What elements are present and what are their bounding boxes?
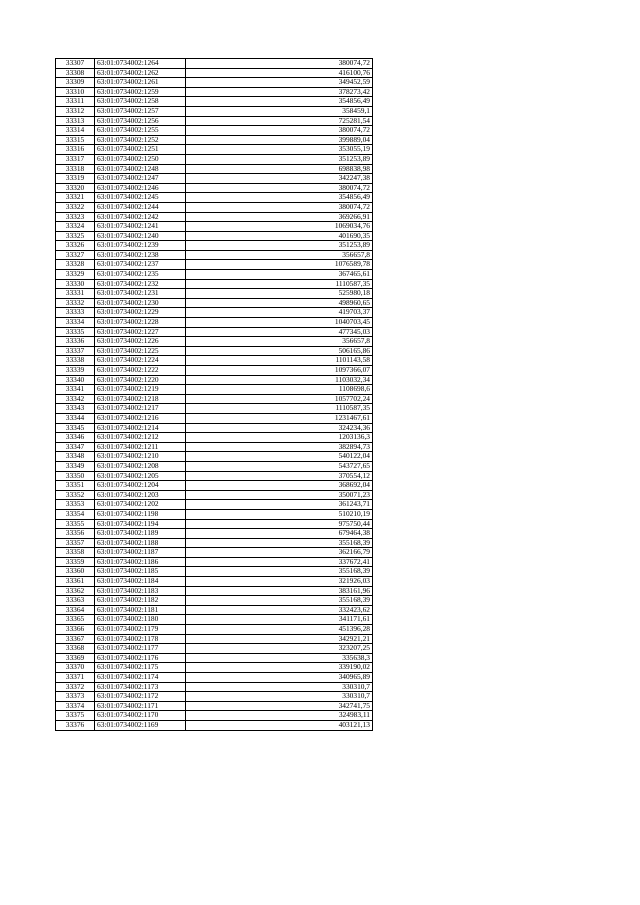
row-number-cell: 33376 (56, 720, 95, 730)
cadastral-value-cell: 725281,54 (186, 116, 373, 126)
cadastral-number-cell: 63:01:0734002:1230 (95, 298, 186, 308)
cadastral-value-cell: 543727,65 (186, 461, 373, 471)
table-row (56, 183, 373, 193)
cadastral-number-cell: 63:01:0734002:1224 (95, 356, 186, 366)
cadastral-value-cell: 1069034,76 (186, 222, 373, 232)
table-row (56, 404, 373, 414)
table-row (56, 346, 373, 356)
row-number-cell: 33365 (56, 615, 95, 625)
cadastral-value-cell: 380074,72 (186, 202, 373, 212)
table-row (56, 596, 373, 606)
row-number-cell: 33367 (56, 634, 95, 644)
cadastral-number-cell: 63:01:0734002:1242 (95, 212, 186, 222)
row-number-cell: 33371 (56, 673, 95, 683)
cadastral-value-table (55, 58, 373, 731)
table-row (56, 529, 373, 539)
row-number-cell: 33323 (56, 212, 95, 222)
row-number-cell: 33366 (56, 625, 95, 635)
table-row (56, 471, 373, 481)
row-number-cell: 33310 (56, 87, 95, 97)
table-row (56, 509, 373, 519)
row-number-cell: 33312 (56, 106, 95, 116)
cadastral-number-cell: 63:01:0734002:1216 (95, 413, 186, 423)
row-number-cell: 33341 (56, 385, 95, 395)
cadastral-number-cell: 63:01:0734002:1203 (95, 490, 186, 500)
cadastral-number-cell: 63:01:0734002:1248 (95, 164, 186, 174)
table-row (56, 634, 373, 644)
row-number-cell: 33332 (56, 298, 95, 308)
row-number-cell: 33360 (56, 567, 95, 577)
row-number-cell: 33325 (56, 231, 95, 241)
cadastral-value-cell: 323207,25 (186, 644, 373, 654)
row-number-cell: 33344 (56, 413, 95, 423)
table-row (56, 164, 373, 174)
table-row (56, 461, 373, 471)
row-number-cell: 33370 (56, 663, 95, 673)
cadastral-value-cell: 351253,89 (186, 154, 373, 164)
table-row (56, 423, 373, 433)
row-number-cell: 33348 (56, 452, 95, 462)
row-number-cell: 33333 (56, 308, 95, 318)
cadastral-value-cell: 354856,49 (186, 97, 373, 107)
cadastral-value-cell: 698838,98 (186, 164, 373, 174)
row-number-cell: 33335 (56, 327, 95, 337)
cadastral-number-cell: 63:01:0734002:1170 (95, 711, 186, 721)
cadastral-number-cell: 63:01:0734002:1251 (95, 145, 186, 155)
table-row (56, 682, 373, 692)
cadastral-number-cell: 63:01:0734002:1262 (95, 68, 186, 78)
cadastral-number-cell: 63:01:0734002:1218 (95, 394, 186, 404)
table-row (56, 116, 373, 126)
cadastral-value-cell: 1097366,07 (186, 366, 373, 376)
row-number-cell: 33347 (56, 442, 95, 452)
cadastral-number-cell: 63:01:0734002:1188 (95, 538, 186, 548)
cadastral-number-cell: 63:01:0734002:1239 (95, 241, 186, 251)
table-row (56, 327, 373, 337)
row-number-cell: 33311 (56, 97, 95, 107)
cadastral-number-cell: 63:01:0734002:1178 (95, 634, 186, 644)
cadastral-number-cell: 63:01:0734002:1220 (95, 375, 186, 385)
cadastral-number-cell: 63:01:0734002:1194 (95, 519, 186, 529)
table-row (56, 356, 373, 366)
cadastral-number-cell: 63:01:0734002:1235 (95, 270, 186, 280)
cadastral-value-cell: 350071,23 (186, 490, 373, 500)
table-row (56, 260, 373, 270)
cadastral-number-cell: 63:01:0734002:1198 (95, 509, 186, 519)
cadastral-value-cell: 354856,49 (186, 193, 373, 203)
table-row (56, 711, 373, 721)
row-number-cell: 33355 (56, 519, 95, 529)
cadastral-number-cell: 63:01:0734002:1208 (95, 461, 186, 471)
cadastral-value-cell: 1040703,45 (186, 318, 373, 328)
row-number-cell: 33328 (56, 260, 95, 270)
cadastral-number-cell: 63:01:0734002:1229 (95, 308, 186, 318)
cadastral-number-cell: 63:01:0734002:1222 (95, 366, 186, 376)
row-number-cell: 33342 (56, 394, 95, 404)
table-row (56, 154, 373, 164)
table-row (56, 433, 373, 443)
cadastral-value-cell: 330310,7 (186, 692, 373, 702)
cadastral-value-cell: 355168,39 (186, 538, 373, 548)
table-row (56, 222, 373, 232)
table-row (56, 202, 373, 212)
cadastral-value-cell: 351253,89 (186, 241, 373, 251)
cadastral-number-cell: 63:01:0734002:1259 (95, 87, 186, 97)
table-row (56, 519, 373, 529)
cadastral-number-cell: 63:01:0734002:1244 (95, 202, 186, 212)
cadastral-value-cell: 1110587,35 (186, 279, 373, 289)
row-number-cell: 33356 (56, 529, 95, 539)
cadastral-value-cell: 525980,18 (186, 289, 373, 299)
table-row (56, 452, 373, 462)
table-row (56, 644, 373, 654)
cadastral-number-cell: 63:01:0734002:1247 (95, 174, 186, 184)
cadastral-number-cell: 63:01:0734002:1171 (95, 701, 186, 711)
table-row (56, 135, 373, 145)
table-row (56, 375, 373, 385)
cadastral-value-cell: 540122,04 (186, 452, 373, 462)
table-row (56, 500, 373, 510)
cadastral-value-cell: 1103032,34 (186, 375, 373, 385)
table-row (56, 270, 373, 280)
row-number-cell: 33375 (56, 711, 95, 721)
row-number-cell: 33321 (56, 193, 95, 203)
cadastral-number-cell: 63:01:0734002:1182 (95, 596, 186, 606)
cadastral-number-cell: 63:01:0734002:1246 (95, 183, 186, 193)
cadastral-number-cell: 63:01:0734002:1258 (95, 97, 186, 107)
row-number-cell: 33330 (56, 279, 95, 289)
row-number-cell: 33351 (56, 481, 95, 491)
table-row (56, 231, 373, 241)
row-number-cell: 33331 (56, 289, 95, 299)
row-number-cell: 33363 (56, 596, 95, 606)
table-row (56, 567, 373, 577)
cadastral-value-cell: 399889,04 (186, 135, 373, 145)
row-number-cell: 33326 (56, 241, 95, 251)
cadastral-number-cell: 63:01:0734002:1189 (95, 529, 186, 539)
table-row (56, 59, 373, 69)
row-number-cell: 33315 (56, 135, 95, 145)
cadastral-number-cell: 63:01:0734002:1187 (95, 548, 186, 558)
cadastral-value-cell: 382894,73 (186, 442, 373, 452)
table-row (56, 68, 373, 78)
table-row (56, 692, 373, 702)
cadastral-value-cell: 419703,37 (186, 308, 373, 318)
cadastral-value-cell: 975750,44 (186, 519, 373, 529)
cadastral-value-cell: 367465,61 (186, 270, 373, 280)
table-row (56, 577, 373, 587)
cadastral-value-cell: 380074,72 (186, 126, 373, 136)
cadastral-number-cell: 63:01:0734002:1181 (95, 605, 186, 615)
row-number-cell: 33369 (56, 653, 95, 663)
row-number-cell: 33368 (56, 644, 95, 654)
row-number-cell: 33338 (56, 356, 95, 366)
cadastral-value-cell: 368692,04 (186, 481, 373, 491)
table-row (56, 625, 373, 635)
row-number-cell: 33352 (56, 490, 95, 500)
cadastral-number-cell: 63:01:0734002:1252 (95, 135, 186, 145)
cadastral-value-cell: 477345,03 (186, 327, 373, 337)
row-number-cell: 33358 (56, 548, 95, 558)
cadastral-number-cell: 63:01:0734002:1238 (95, 250, 186, 260)
row-number-cell: 33307 (56, 59, 95, 69)
table-row (56, 193, 373, 203)
cadastral-number-cell: 63:01:0734002:1240 (95, 231, 186, 241)
cadastral-value-cell: 498960,65 (186, 298, 373, 308)
row-number-cell: 33319 (56, 174, 95, 184)
cadastral-value-cell: 403121,13 (186, 720, 373, 730)
table-row (56, 653, 373, 663)
row-number-cell: 33343 (56, 404, 95, 414)
cadastral-value-cell: 1231467,61 (186, 413, 373, 423)
row-number-cell: 33357 (56, 538, 95, 548)
table-row (56, 673, 373, 683)
row-number-cell: 33349 (56, 461, 95, 471)
cadastral-value-cell: 342741,75 (186, 701, 373, 711)
table-row (56, 337, 373, 347)
cadastral-value-cell: 510210,19 (186, 509, 373, 519)
cadastral-value-cell: 370554,12 (186, 471, 373, 481)
cadastral-value-cell: 362166,79 (186, 548, 373, 558)
table-row (56, 557, 373, 567)
row-number-cell: 33316 (56, 145, 95, 155)
cadastral-value-cell: 340965,89 (186, 673, 373, 683)
cadastral-number-cell: 63:01:0734002:1185 (95, 567, 186, 577)
row-number-cell: 33372 (56, 682, 95, 692)
cadastral-value-cell: 380074,72 (186, 59, 373, 69)
cadastral-value-cell: 679464,38 (186, 529, 373, 539)
table-row (56, 298, 373, 308)
cadastral-value-cell: 339190,02 (186, 663, 373, 673)
row-number-cell: 33318 (56, 164, 95, 174)
table-row (56, 481, 373, 491)
row-number-cell: 33322 (56, 202, 95, 212)
cadastral-number-cell: 63:01:0734002:1255 (95, 126, 186, 136)
cadastral-number-cell: 63:01:0734002:1211 (95, 442, 186, 452)
table-row (56, 385, 373, 395)
cadastral-value-cell: 369266,91 (186, 212, 373, 222)
cadastral-number-cell: 63:01:0734002:1205 (95, 471, 186, 481)
cadastral-number-cell: 63:01:0734002:1204 (95, 481, 186, 491)
cadastral-number-cell: 63:01:0734002:1245 (95, 193, 186, 203)
row-number-cell: 33373 (56, 692, 95, 702)
row-number-cell: 33354 (56, 509, 95, 519)
cadastral-value-cell: 358459,1 (186, 106, 373, 116)
table-row (56, 97, 373, 107)
cadastral-number-cell: 63:01:0734002:1186 (95, 557, 186, 567)
table-row (56, 308, 373, 318)
table-row (56, 490, 373, 500)
row-number-cell: 33309 (56, 78, 95, 88)
cadastral-value-cell: 383161,96 (186, 586, 373, 596)
row-number-cell: 33359 (56, 557, 95, 567)
table-row (56, 126, 373, 136)
table-row (56, 586, 373, 596)
cadastral-number-cell: 63:01:0734002:1175 (95, 663, 186, 673)
cadastral-value-cell: 1203136,3 (186, 433, 373, 443)
cadastral-value-cell: 341171,61 (186, 615, 373, 625)
table-body (56, 59, 373, 731)
cadastral-number-cell: 63:01:0734002:1237 (95, 260, 186, 270)
row-number-cell: 33314 (56, 126, 95, 136)
cadastral-value-cell: 378273,42 (186, 87, 373, 97)
row-number-cell: 33308 (56, 68, 95, 78)
row-number-cell: 33320 (56, 183, 95, 193)
cadastral-number-cell: 63:01:0734002:1202 (95, 500, 186, 510)
table-row (56, 241, 373, 251)
row-number-cell: 33324 (56, 222, 95, 232)
cadastral-number-cell: 63:01:0734002:1174 (95, 673, 186, 683)
row-number-cell: 33340 (56, 375, 95, 385)
row-number-cell: 33313 (56, 116, 95, 126)
row-number-cell: 33350 (56, 471, 95, 481)
cadastral-value-cell: 356657,8 (186, 250, 373, 260)
row-number-cell: 33339 (56, 366, 95, 376)
cadastral-value-cell: 332423,62 (186, 605, 373, 615)
cadastral-number-cell: 63:01:0734002:1214 (95, 423, 186, 433)
table-row (56, 394, 373, 404)
row-number-cell: 33317 (56, 154, 95, 164)
cadastral-number-cell: 63:01:0734002:1256 (95, 116, 186, 126)
cadastral-number-cell: 63:01:0734002:1169 (95, 720, 186, 730)
cadastral-number-cell: 63:01:0734002:1183 (95, 586, 186, 596)
table-row (56, 250, 373, 260)
cadastral-value-cell: 324983,11 (186, 711, 373, 721)
cadastral-value-cell: 355168,39 (186, 567, 373, 577)
table-row (56, 413, 373, 423)
cadastral-value-cell: 506165,86 (186, 346, 373, 356)
row-number-cell: 33361 (56, 577, 95, 587)
cadastral-value-cell: 353055,19 (186, 145, 373, 155)
cadastral-number-cell: 63:01:0734002:1231 (95, 289, 186, 299)
row-number-cell: 33329 (56, 270, 95, 280)
table-row (56, 87, 373, 97)
row-number-cell: 33336 (56, 337, 95, 347)
table-row (56, 318, 373, 328)
cadastral-value-cell: 342921,21 (186, 634, 373, 644)
cadastral-number-cell: 63:01:0734002:1257 (95, 106, 186, 116)
cadastral-number-cell: 63:01:0734002:1172 (95, 692, 186, 702)
cadastral-number-cell: 63:01:0734002:1180 (95, 615, 186, 625)
row-number-cell: 33334 (56, 318, 95, 328)
cadastral-number-cell: 63:01:0734002:1226 (95, 337, 186, 347)
table-row (56, 106, 373, 116)
cadastral-value-cell: 342247,38 (186, 174, 373, 184)
cadastral-number-cell: 63:01:0734002:1212 (95, 433, 186, 443)
cadastral-number-cell: 63:01:0734002:1210 (95, 452, 186, 462)
cadastral-value-cell: 324234,36 (186, 423, 373, 433)
cadastral-number-cell: 63:01:0734002:1217 (95, 404, 186, 414)
table-row (56, 615, 373, 625)
table-row (56, 279, 373, 289)
row-number-cell: 33374 (56, 701, 95, 711)
cadastral-value-cell: 1101143,58 (186, 356, 373, 366)
table-row (56, 78, 373, 88)
cadastral-number-cell: 63:01:0734002:1261 (95, 78, 186, 88)
cadastral-number-cell: 63:01:0734002:1241 (95, 222, 186, 232)
cadastral-value-cell: 416100,76 (186, 68, 373, 78)
table-row (56, 548, 373, 558)
cadastral-number-cell: 63:01:0734002:1219 (95, 385, 186, 395)
row-number-cell: 33346 (56, 433, 95, 443)
cadastral-value-cell: 321926,03 (186, 577, 373, 587)
cadastral-value-cell: 1057702,24 (186, 394, 373, 404)
cadastral-value-cell: 380074,72 (186, 183, 373, 193)
cadastral-value-cell: 1076589,78 (186, 260, 373, 270)
row-number-cell: 33362 (56, 586, 95, 596)
table-row (56, 366, 373, 376)
cadastral-number-cell: 63:01:0734002:1232 (95, 279, 186, 289)
table-row (56, 538, 373, 548)
table-row (56, 145, 373, 155)
cadastral-value-cell: 361243,71 (186, 500, 373, 510)
cadastral-number-cell: 63:01:0734002:1184 (95, 577, 186, 587)
cadastral-value-cell: 401690,35 (186, 231, 373, 241)
row-number-cell: 33364 (56, 605, 95, 615)
table-row (56, 212, 373, 222)
cadastral-number-cell: 63:01:0734002:1179 (95, 625, 186, 635)
row-number-cell: 33353 (56, 500, 95, 510)
cadastral-value-cell: 330310,7 (186, 682, 373, 692)
cadastral-number-cell: 63:01:0734002:1176 (95, 653, 186, 663)
cadastral-value-cell: 355168,39 (186, 596, 373, 606)
row-number-cell: 33345 (56, 423, 95, 433)
cadastral-number-cell: 63:01:0734002:1264 (95, 59, 186, 69)
cadastral-value-cell: 1110587,35 (186, 404, 373, 414)
cadastral-value-cell: 1108698,6 (186, 385, 373, 395)
table-row (56, 289, 373, 299)
cadastral-number-cell: 63:01:0734002:1225 (95, 346, 186, 356)
table-row (56, 663, 373, 673)
row-number-cell: 33337 (56, 346, 95, 356)
cadastral-value-cell: 451396,28 (186, 625, 373, 635)
cadastral-number-cell: 63:01:0734002:1173 (95, 682, 186, 692)
row-number-cell: 33327 (56, 250, 95, 260)
cadastral-value-cell: 356657,8 (186, 337, 373, 347)
cadastral-value-cell: 335638,3 (186, 653, 373, 663)
cadastral-number-cell: 63:01:0734002:1228 (95, 318, 186, 328)
table-row (56, 442, 373, 452)
cadastral-number-cell: 63:01:0734002:1177 (95, 644, 186, 654)
cadastral-value-cell: 349452,59 (186, 78, 373, 88)
cadastral-value-cell: 337672,41 (186, 557, 373, 567)
table-row (56, 720, 373, 730)
table-row (56, 701, 373, 711)
table-row (56, 605, 373, 615)
cadastral-number-cell: 63:01:0734002:1250 (95, 154, 186, 164)
table-row (56, 174, 373, 184)
cadastral-number-cell: 63:01:0734002:1227 (95, 327, 186, 337)
